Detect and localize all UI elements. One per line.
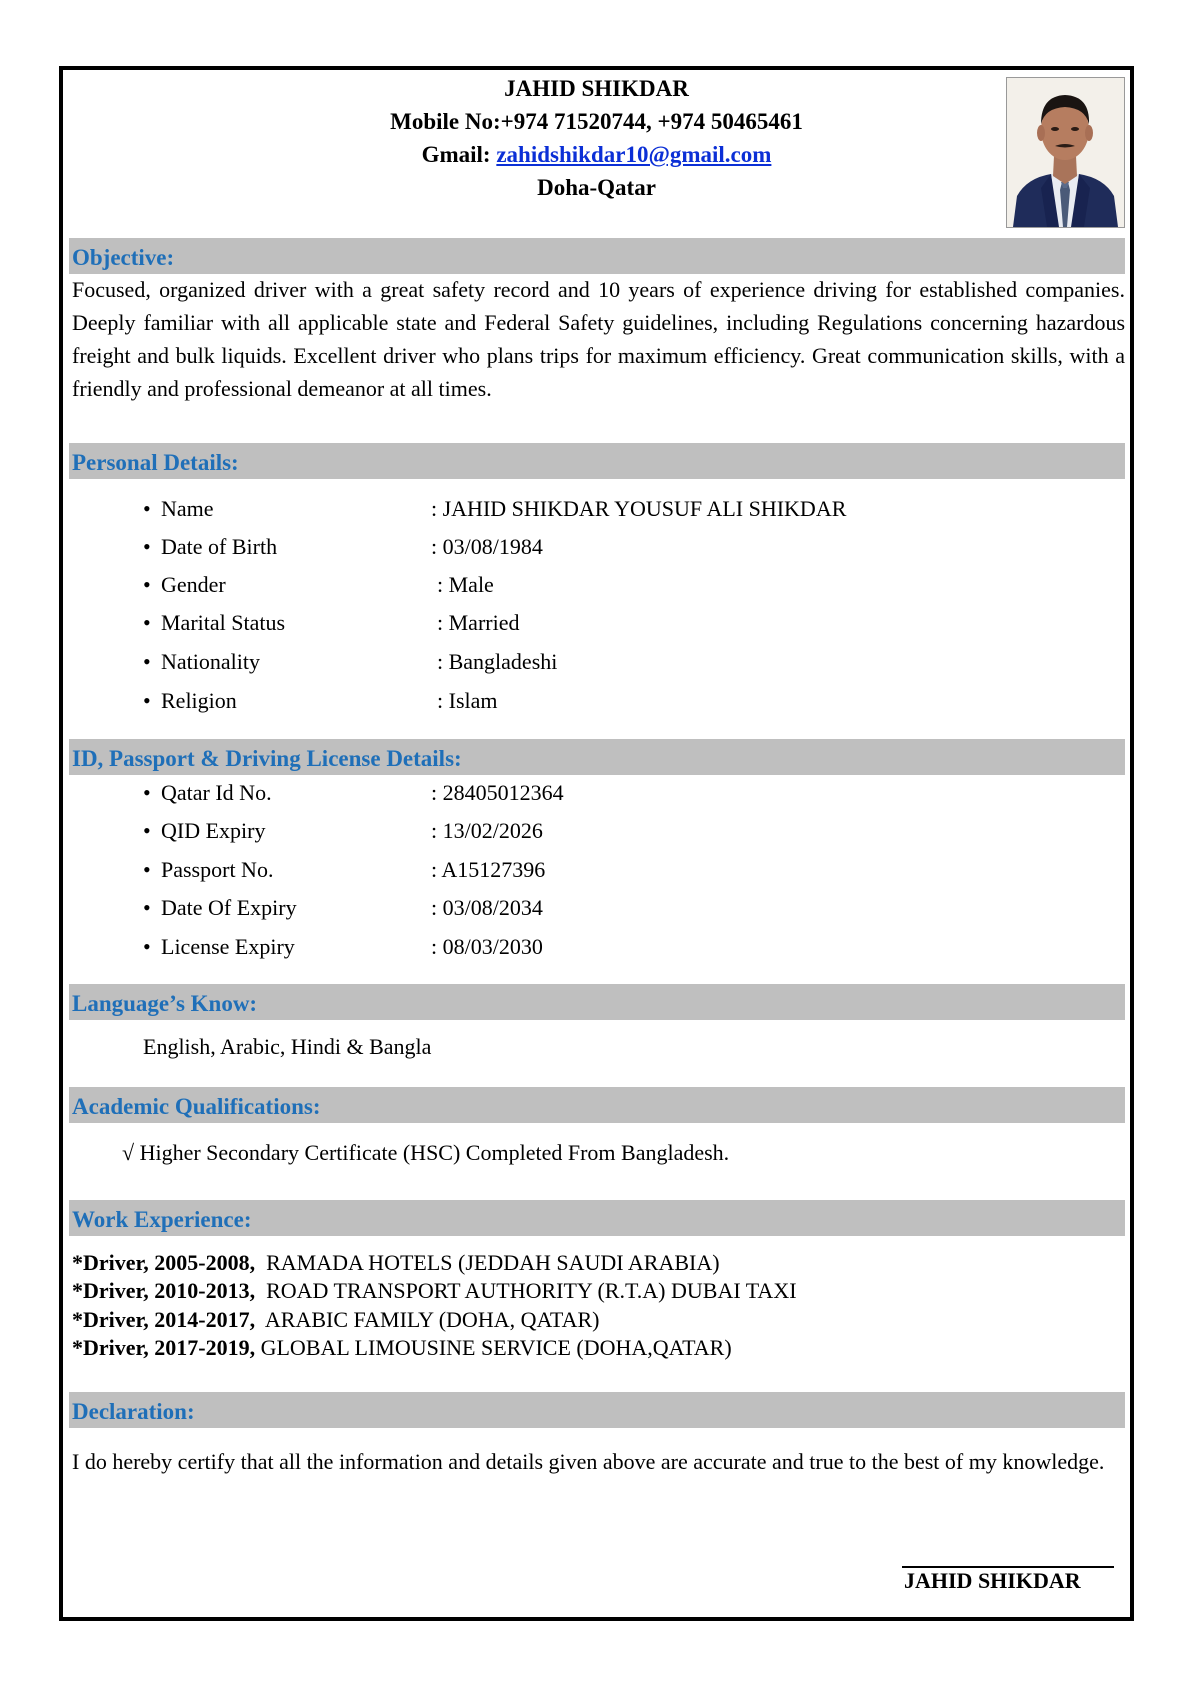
- work-title: *Driver, 2017-2019,: [72, 1335, 256, 1360]
- personal-row-religion: [143, 688, 498, 714]
- work-employer: RAMADA HOTELS (JEDDAH SAUDI ARABIA): [266, 1250, 720, 1275]
- id-value: : 13/02/2026: [431, 818, 543, 843]
- id-row-qid-expiry: [143, 818, 543, 844]
- id-row-license-expiry: [143, 934, 543, 960]
- personal-value: : Male: [437, 572, 494, 597]
- id-row-passport-expiry: [143, 895, 543, 921]
- bullet-icon: •: [143, 688, 151, 713]
- personal-details-heading: Personal Details:: [69, 443, 1125, 479]
- academic-text: √ Higher Secondary Certificate (HSC) Completed From Bangladesh.: [122, 1140, 730, 1165]
- id-label: QID Expiry: [161, 818, 266, 843]
- personal-row-name: [143, 496, 846, 522]
- bullet-icon: •: [143, 649, 151, 674]
- personal-value: : 03/08/1984: [431, 534, 543, 559]
- languages-text: English, Arabic, Hindi & Bangla: [143, 1034, 432, 1059]
- work-title: *Driver, 2014-2017,: [72, 1307, 256, 1332]
- academic-heading: Academic Qualifications:: [69, 1087, 1125, 1123]
- bullet-icon: •: [143, 610, 151, 635]
- personal-label: Religion: [161, 688, 237, 713]
- personal-label: Nationality: [161, 649, 260, 674]
- id-value: : A15127396: [431, 857, 546, 882]
- objective-heading: Objective:: [69, 238, 1125, 274]
- id-label: Qatar Id No.: [161, 780, 272, 805]
- personal-label: Name: [161, 496, 214, 521]
- bullet-icon: •: [143, 934, 151, 959]
- personal-row-marital-status: [143, 610, 519, 636]
- id-label: Date Of Expiry: [161, 895, 297, 920]
- work-experience-heading: Work Experience:: [69, 1200, 1125, 1236]
- bullet-icon: •: [143, 895, 151, 920]
- bullet-icon: •: [143, 857, 151, 882]
- personal-value: : Islam: [437, 688, 498, 713]
- work-employer: ROAD TRANSPORT AUTHORITY (R.T.A) DUBAI TAXI: [266, 1278, 797, 1303]
- work-employer: GLOBAL LIMOUSINE SERVICE (DOHA,QATAR): [260, 1335, 732, 1360]
- declaration-heading: Declaration:: [69, 1392, 1125, 1428]
- work-item: [72, 1306, 600, 1334]
- work-item: [72, 1249, 720, 1277]
- bullet-icon: •: [143, 496, 151, 521]
- signature-name: JAHID SHIKDAR: [904, 1568, 1081, 1593]
- work-employer: ARABIC FAMILY (DOHA, QATAR): [264, 1307, 600, 1332]
- personal-label: Date of Birth: [161, 534, 278, 559]
- id-value: : 28405012364: [431, 780, 564, 805]
- personal-label: Marital Status: [161, 610, 286, 635]
- bullet-icon: •: [143, 572, 151, 597]
- personal-value: : JAHID SHIKDAR YOUSUF ALI SHIKDAR: [431, 496, 847, 521]
- personal-value: : Bangladeshi: [437, 649, 558, 674]
- id-label: Passport No.: [161, 857, 274, 882]
- personal-row-gender: [143, 572, 494, 598]
- personal-row-dob: [143, 534, 543, 560]
- gmail-line: [63, 138, 1130, 171]
- id-value: : 08/03/2030: [431, 934, 543, 959]
- id-row-passport-no: [143, 857, 545, 883]
- work-title: *Driver, 2005-2008,: [72, 1250, 256, 1275]
- bullet-icon: •: [143, 534, 151, 559]
- personal-row-nationality: [143, 649, 557, 675]
- work-item: [72, 1334, 732, 1362]
- profile-photo: [1006, 77, 1125, 228]
- gmail-label: Gmail:: [421, 142, 491, 167]
- personal-label: Gender: [161, 572, 226, 597]
- mobile-numbers: Mobile No:+974 71520744, +974 50465461: [390, 109, 803, 134]
- personal-value: : Married: [437, 610, 520, 635]
- location: Doha-Qatar: [537, 175, 656, 200]
- header: [63, 72, 1130, 204]
- bullet-icon: •: [143, 818, 151, 843]
- objective-text: Focused, organized driver with a great safety record and 10 years of experience driving for established companies. Deeply familiar with all applicable state and Federal Safety guidelines, including Regulations concerning hazardous freight and bulk liquids. Excellent driver who plans trips for maximum efficiency. Great communication skills, with a friendly and professional demeanor at all times.: [72, 277, 1125, 401]
- candidate-name: JAHID SHIKDAR: [504, 76, 689, 101]
- gmail-link[interactable]: zahidshikdar10@gmail.com: [496, 142, 772, 167]
- id-details-heading: ID, Passport & Driving License Details:: [69, 739, 1125, 775]
- work-item: [72, 1277, 797, 1305]
- declaration-text: I do hereby certify that all the information and details given above are accurate and true to the best of my knowledge.: [72, 1449, 1105, 1474]
- bullet-icon: •: [143, 780, 151, 805]
- id-label: License Expiry: [161, 934, 295, 959]
- id-row-qatar-id: [143, 780, 564, 806]
- id-value: : 03/08/2034: [431, 895, 543, 920]
- work-title: *Driver, 2010-2013,: [72, 1278, 256, 1303]
- languages-heading: Language’s Know:: [69, 984, 1125, 1020]
